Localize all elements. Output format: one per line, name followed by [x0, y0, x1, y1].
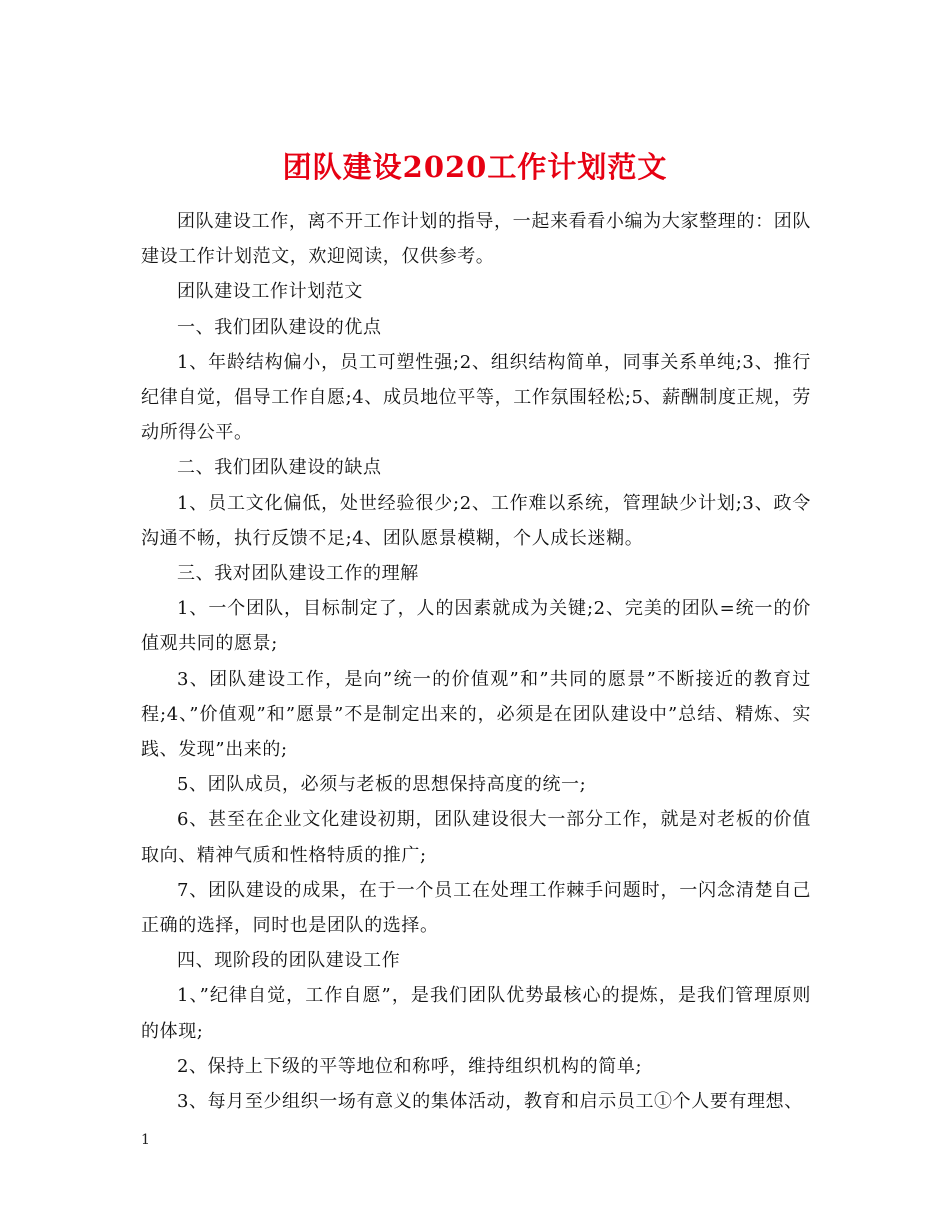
understanding-paragraph-5: 5、团队成员，必须与老板的思想保持高度的统一; — [177, 774, 587, 796]
subtitle-paragraph: 团队建设工作计划范文 — [177, 281, 363, 303]
page-number: 1 — [141, 1132, 150, 1148]
document-body — [141, 204, 811, 1119]
section-heading-understanding: 三、我对团队建设工作的理解 — [177, 563, 419, 585]
section-heading-disadvantages: 二、我们团队建设的缺点 — [177, 457, 382, 479]
document-title: 团队建设2020工作计划范文 — [282, 150, 668, 185]
current-work-paragraph-1: 1、”纪律自觉，工作自愿”，是我们团队优势最核心的提炼，是我们管理原则的体现; — [141, 985, 811, 1042]
current-work-paragraph-3: 3、每月至少组织一场有意义的集体活动，教育和启示员工①个人要有理想、 — [177, 1091, 803, 1113]
advantages-paragraph: 1、年龄结构偏小，员工可塑性强;2、组织结构简单，同事关系单纯;3、推行纪律自觉，倡导工作自愿;4、成员地位平等，工作氛围轻松;5、薪酬制度正规，劳动所得公平。 — [141, 351, 811, 444]
understanding-paragraph-6: 6、甚至在企业文化建设初期，团队建设很大一部分工作，就是对老板的价值取向、精神气质和性格特质的推广; — [141, 809, 811, 866]
section-heading-advantages: 一、我们团队建设的优点 — [177, 316, 382, 338]
intro-paragraph: 团队建设工作，离不开工作计划的指导，一起来看看小编为大家整理的：团队建设工作计划范文，欢迎阅读，仅供参考。 — [141, 211, 811, 268]
current-work-paragraph-2: 2、保持上下级的平等地位和称呼，维持组织机构的简单; — [177, 1055, 643, 1077]
understanding-paragraph-7: 7、团队建设的成果，在于一个员工在处理工作棘手问题时，一闪念清楚自己正确的选择，同时也是团队的选择。 — [141, 879, 811, 937]
understanding-paragraph-1: 1、一个团队，目标制定了，人的因素就成为关键;2、完美的团队=统一的价值观共同的愿景; — [141, 598, 811, 655]
understanding-paragraph-3: 3、团队建设工作，是向”统一的价值观”和”共同的愿景”不断接近的教育过程;4、”价值观”和”愿景”不是制定出来的，必须是在团队建设中”总结、精炼、实践、发现”出来的; — [141, 668, 811, 761]
section-heading-current-work: 四、现阶段的团队建设工作 — [177, 950, 401, 972]
disadvantages-paragraph: 1、员工文化偏低，处世经验很少;2、工作难以系统，管理缺少计划;3、政令沟通不畅，执行反馈不足;4、团队愿景模糊，个人成长迷糊。 — [141, 492, 811, 549]
